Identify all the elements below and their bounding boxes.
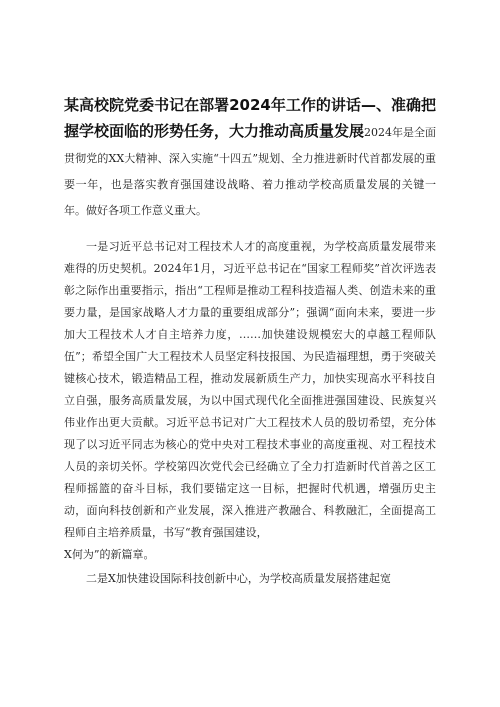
lead-text: 2024年是全面贯彻党的XX大精神、深入实施“十四五”规划、全力推进新时代首都发展的重要一年，也是落实教育强国建设战略、着力推动学校高质量发展的关键一年。做好各项工作意义重大。 (64, 126, 437, 217)
document-body (64, 92, 436, 590)
paragraph-1: 一是习近平总书记对工程技术人才的高度重视，为学校高质量发展带来难得的历史契机。2024年1月，习近平总书记在“国家工程师奖”首次评选表彰之际作出重要指示，指出“工程师是推动工程科技造福人类、创造未来的重要力量，是国家战略人才力量的重要组成部分”；强调“面向未来，要进一步加大工程技术人才自主培养力度，……加快建设规模宏大的卓越工程师队伍”；希望全国广大工程技术人员坚定科技报国、为民造福理想，勇于突破关键核心技术，锻造精品工程，推动发展新质生产力，加快实现高水平科技自立自强，服务高质量发展，为以中国式现代化全面推进强国建设、民族复兴伟业作出更大贡献。习近平总书记对广大工程技术人员的殷切希望，充分体现了以习近平同志为核心的党中央对工程技术事业的高度重视、对工程技术人员的亲切关怀。学校第四次党代会已经确立了全力打造新时代首善之区工程师摇篮的奋斗目标，我们要锚定这一目标，把握时代机遇，增强历史主动，面向科技创新和产业发展，深入推进产教融合、科教融汇，全面提高工程师自主培养质量，书写“教育强国建设， (64, 240, 436, 539)
document-title: 某高校院党委书记在部署2024年工作的讲话—、准确把握学校面临的形势任务，大力推动高质量发展 (64, 96, 436, 140)
paragraph-1-ending: X何为”的新篇章。 (64, 548, 155, 561)
title-and-lead (64, 92, 436, 222)
paragraph-2: 二是X加快建设国际科技创新中心，为学校高质量发展搭建起宽 (86, 572, 391, 585)
